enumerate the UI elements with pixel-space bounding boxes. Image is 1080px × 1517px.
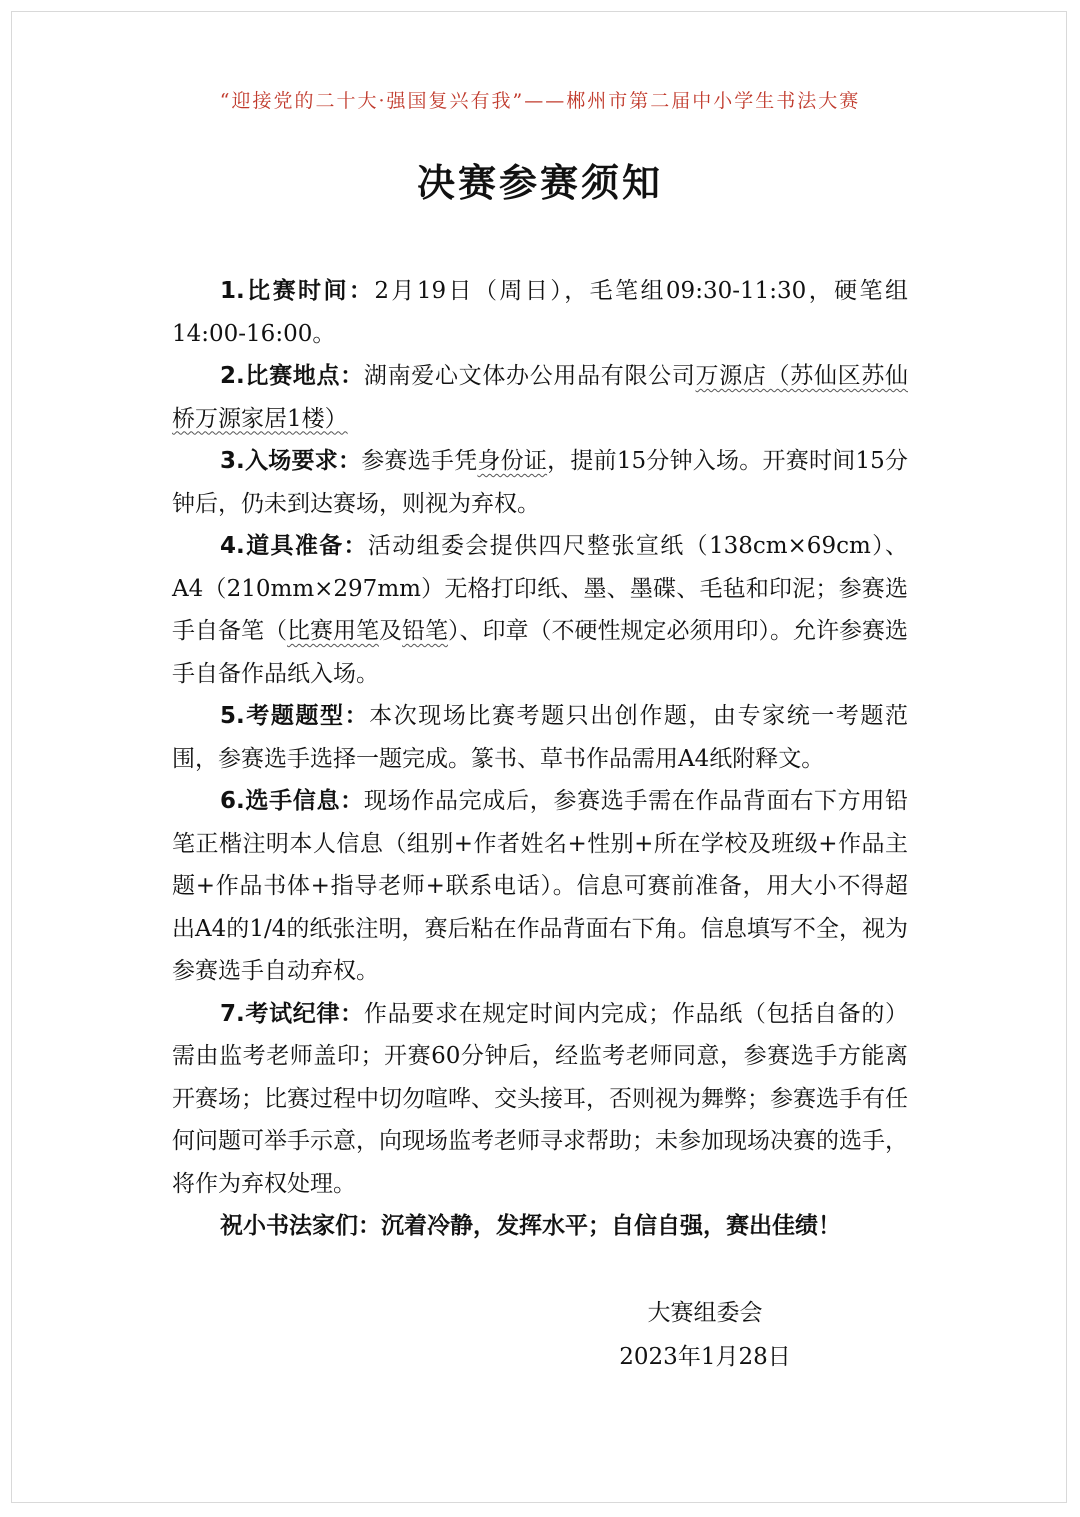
header-banner: “迎接党的二十大·强国复兴有我”——郴州市第二届中小学生书法大赛 — [219, 90, 861, 112]
item-text: 现场作品完成后，参赛选手需在作品背面右下方用铅笔正楷注明本人信息（组别+作者姓名+性别+所在学校及班级+作品主题+作品书体+指导老师+联系电话）。信息可赛前准备，用大小不得超出A4的1/4的纸张注明，赛后粘在作品背面右下角。信息填写不全，视为参赛选手自动弃权。 — [172, 788, 908, 984]
item-text: 活动组委会提供四尺整张宣纸（138cm×69cm）、A4（210mm×297mm）无格打印纸、墨、墨碟、毛毡和印泥；参赛选手自备笔（ — [172, 533, 908, 644]
item-text: 作品要求在规定时间内完成；作品纸（包括自备的）需由监考老师盖印；开赛60分钟后，经监考老师同意，参赛选手方能离开赛场；比赛过程中切勿喧哗、交头接耳，否则视为舞弊；参赛选手有任何问题可举手示意，向现场监考老师寻求帮助；未参加现场决赛的选手，将作为弃权处理。 — [172, 1000, 908, 1197]
item-discipline — [172, 993, 908, 1206]
signature-organizer: 大赛组委会 — [647, 1300, 763, 1326]
document-title: 决赛参赛须知 — [416, 161, 663, 205]
item-text: 2月19日（周日），毛笔组09:30-11:30，硬笔组14:00-16:00。 — [172, 278, 908, 347]
item-time — [172, 270, 908, 355]
document-body — [172, 270, 908, 1248]
closing-wish: 祝小书法家们：沉着冷静，发挥水平；自信自强，赛出佳绩！ — [220, 1213, 841, 1239]
item-location — [172, 355, 908, 440]
item-label: 4.道具准备： — [220, 533, 368, 559]
venue-underlined: 万源店（苏仙区苏仙桥万源家居1楼） — [172, 363, 908, 432]
item-label: 7.考试纪律： — [220, 1000, 364, 1027]
item-text: 及 — [379, 618, 402, 644]
item-label: 3.入场要求： — [220, 448, 362, 474]
item-text: ）、印章（不硬性规定必须用印）。允许参赛选手自备作品纸入场。 — [172, 618, 908, 687]
signature-date: 2023年1月28日 — [619, 1344, 791, 1370]
item-text: ，提前15分钟入场。开赛时间15分钟后，仍未到达赛场，则视为弃权。 — [172, 448, 908, 517]
item-label: 6.选手信息： — [220, 788, 364, 814]
id-card-underlined: 身份证 — [477, 448, 548, 474]
item-text: 湖南爱心文体办公用品有限公司 — [363, 363, 696, 389]
item-entry — [172, 440, 908, 525]
pen-underlined: 比赛用笔 — [287, 618, 379, 644]
item-text: 本次现场比赛考题只出创作题，由专家统一考题范围，参赛选手选择一题完成。篆书、草书作品需用A4纸附释文。 — [172, 703, 909, 772]
item-text: 参赛选手凭 — [361, 448, 478, 474]
item-label: 5.考题题型： — [220, 703, 370, 729]
item-materials — [172, 525, 908, 695]
item-label: 2.比赛地点： — [220, 363, 364, 389]
item-topics — [172, 695, 908, 780]
item-contestant-info — [172, 780, 908, 993]
item-label: 1.比赛时间： — [220, 278, 375, 304]
pencil-underlined: 铅笔 — [402, 618, 448, 644]
